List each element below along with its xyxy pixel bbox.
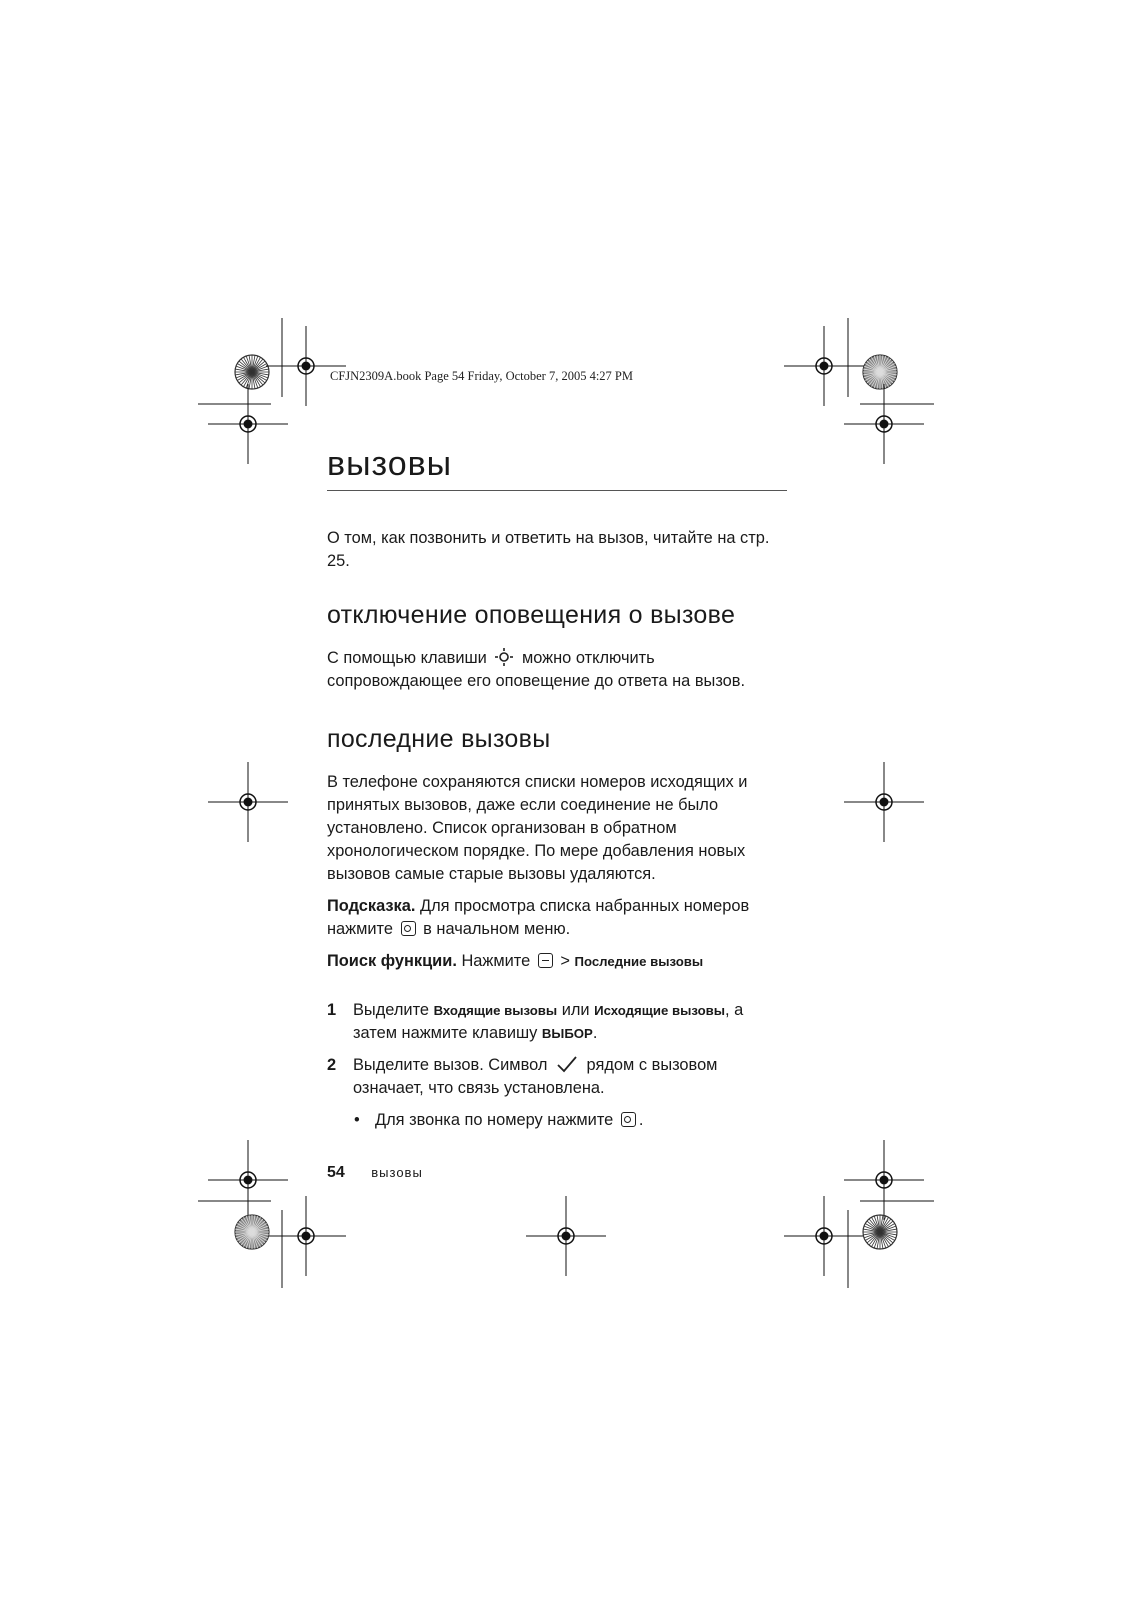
recent-heading: последние вызовы <box>327 725 551 753</box>
page-number: 54 <box>327 1164 345 1181</box>
intro-paragraph: О том, как позвонить и ответить на вызов, читайте на стр. 25. <box>327 529 770 570</box>
registration-mark-icon <box>526 1196 606 1276</box>
step-number: 1 <box>327 1001 337 1019</box>
step-2-text-2: рядом с вызовом означает, что связь установлена. <box>353 1056 718 1097</box>
step-2-text-1: Выделите вызов. Символ <box>353 1056 548 1074</box>
tip-text-before: Для просмотра списка набранных номеров нажмите <box>327 897 750 938</box>
find-lead: Поиск функции. <box>327 952 457 970</box>
steps-list <box>327 999 787 1132</box>
footer-label: вызовы <box>371 1165 423 1180</box>
star-target-icon <box>863 1215 897 1249</box>
mute-heading: отключение оповещения о вызове <box>327 601 736 629</box>
registration-mark-icon <box>844 384 924 464</box>
mute-paragraph <box>327 647 787 693</box>
mute-text-after: можно отключить сопровождающее его оповещение до ответа на вызов. <box>327 649 746 690</box>
print-slug: CFJN2309A.book Page 54 Friday, October 7, 2005 4:27 PM <box>330 369 634 383</box>
registration-mark-icon <box>844 762 924 842</box>
step-1-text-3: , а затем нажмите клавишу <box>353 1001 744 1042</box>
page-content <box>327 420 787 1132</box>
find-separator: > <box>560 952 570 970</box>
registration-mark-icon <box>208 1140 288 1220</box>
find-menu-item: Последние вызовы <box>574 954 704 969</box>
bullet-item <box>327 1109 787 1132</box>
find-feature-paragraph <box>327 950 787 973</box>
step-number: 2 <box>327 1056 337 1074</box>
mute-text-before: С помощью клавиши <box>327 649 487 667</box>
step-1-text-1: Выделите <box>353 1001 430 1019</box>
step-2 <box>327 1054 787 1100</box>
tip-lead: Подсказка. <box>327 897 416 915</box>
bullet-text: Для звонка по номеру нажмите <box>375 1111 614 1129</box>
page-footer <box>327 1164 423 1182</box>
star-target-icon <box>235 355 269 389</box>
find-text: Нажмите <box>461 952 531 970</box>
tip-text-after: в начальном меню. <box>423 920 571 938</box>
step-1 <box>327 999 787 1045</box>
step-1-text-4: . <box>592 1024 598 1042</box>
nav-key-icon <box>494 647 514 667</box>
registration-mark-icon <box>208 762 288 842</box>
star-target-icon <box>235 1215 269 1249</box>
outgoing-calls-menu: Исходящие вызовы <box>594 1003 726 1018</box>
recent-paragraph: В телефоне сохраняются списки номеров исходящих и принятых вызовов, даже если соединение не было установлено. Список организован в обратном хронологическом порядке. По мере добавления новых вызовов самые старые вызовы удаляются. <box>327 773 748 883</box>
incoming-calls-menu: Входящие вызовы <box>433 1003 558 1018</box>
bullet-dot: • <box>354 1111 360 1129</box>
star-target-icon <box>863 355 897 389</box>
registration-mark-icon <box>266 1196 346 1276</box>
registration-mark-icon <box>844 1140 924 1220</box>
chapter-title: вызовы <box>327 444 787 491</box>
ok-key-icon <box>401 921 416 936</box>
menu-key-icon <box>538 953 553 968</box>
registration-mark-icon <box>784 1196 864 1276</box>
bullet-end: . <box>638 1111 644 1129</box>
ok-key-icon <box>621 1112 636 1127</box>
registration-mark-icon <box>208 384 288 464</box>
registration-mark-icon <box>784 326 864 406</box>
select-key-label: ВЫБОР <box>541 1026 593 1041</box>
registration-mark-icon <box>266 326 346 406</box>
tip-paragraph <box>327 895 787 941</box>
step-1-text-2: или <box>561 1001 590 1019</box>
checkmark-icon <box>556 1055 578 1073</box>
